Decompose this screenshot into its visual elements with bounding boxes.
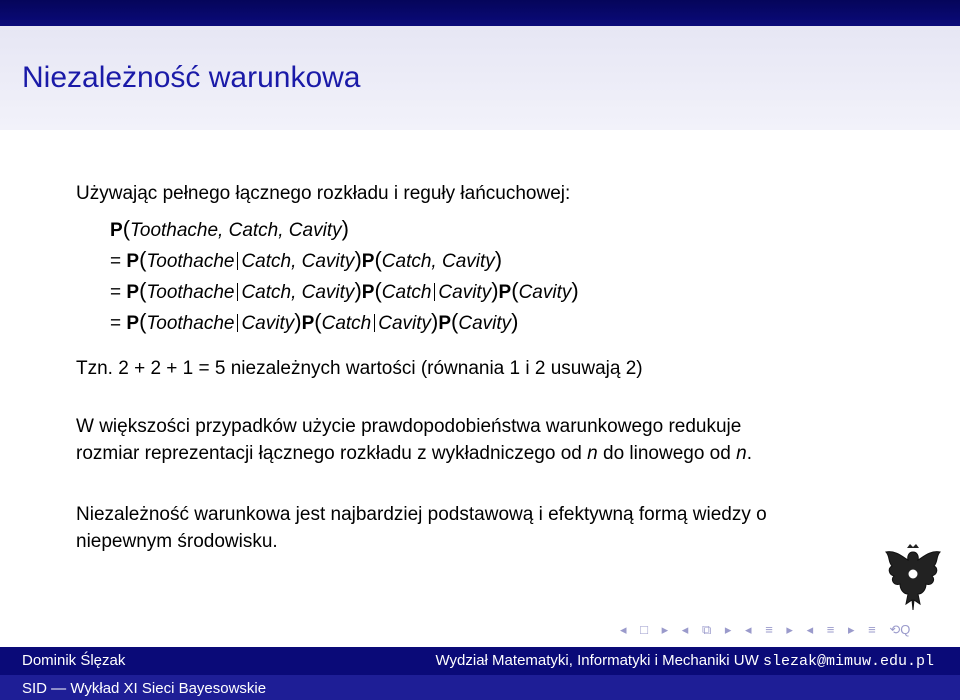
part-icon[interactable]: ≡ bbox=[826, 622, 835, 637]
variable-n: n bbox=[736, 443, 747, 464]
section-icon[interactable]: ≡ bbox=[765, 622, 773, 637]
formula-arg: Catch, Cavity bbox=[241, 251, 355, 272]
prev-frame-icon[interactable]: ◂ bbox=[620, 622, 627, 637]
footer-author: Dominik Ślęzak bbox=[22, 652, 126, 669]
chain-rule-formula bbox=[110, 214, 579, 338]
prob-symbol: P bbox=[361, 282, 375, 303]
formula-arg: Cavity bbox=[518, 282, 572, 303]
footer-affiliation bbox=[436, 652, 934, 670]
equals-sign: = bbox=[110, 313, 122, 334]
prev-part-icon[interactable]: ◂ bbox=[806, 622, 814, 637]
variable-n: n bbox=[587, 443, 598, 464]
formula-arg: Catch bbox=[381, 282, 432, 303]
conditional-prob-paragraph bbox=[76, 413, 752, 467]
slide-content bbox=[76, 180, 936, 207]
intro-text: Używając pełnego łącznego rozkładu i reguły łańcuchowej: bbox=[76, 183, 571, 204]
footer-institution: Wydział Matematyki, Informatyki i Mechaniki UW bbox=[435, 652, 759, 669]
beamer-navigation bbox=[620, 622, 960, 640]
formula-arg: Toothache bbox=[146, 282, 235, 303]
tzn-text: Tzn. 2 + 2 + 1 = 5 niezależnych wartości (równania 1 i 2 usuwają 2) bbox=[76, 358, 643, 379]
paragraph-line bbox=[76, 440, 752, 467]
formula-arg: Catch, Cavity bbox=[241, 282, 355, 303]
prev-section-icon[interactable]: ◂ bbox=[745, 622, 752, 637]
prob-symbol: P bbox=[361, 251, 375, 272]
prob-symbol: P bbox=[126, 251, 140, 272]
formula-line-2: = P(Toothache Catch, Cavity)P(Catch, Cavity) bbox=[110, 247, 503, 272]
formula-line-3: = P(Toothache Catch, Cavity)P(Catch Cavity)P(Cavity) bbox=[110, 278, 579, 303]
top-band bbox=[0, 0, 960, 26]
formula-arg: Cavity bbox=[241, 313, 295, 334]
formula-arg: Cavity bbox=[438, 282, 492, 303]
university-eagle-emblem bbox=[878, 538, 948, 618]
prob-symbol: P bbox=[126, 282, 140, 303]
footer-band-bottom bbox=[0, 675, 960, 700]
text-span: do linowego od bbox=[597, 443, 737, 464]
formula-arg: Catch bbox=[321, 313, 372, 334]
text-span: . bbox=[746, 443, 752, 464]
formula-arg: Cavity bbox=[458, 313, 512, 334]
subsection-icon[interactable]: ⧉ bbox=[701, 622, 712, 637]
prob-symbol: P bbox=[498, 282, 512, 303]
given-bar bbox=[237, 314, 238, 332]
frame-icon[interactable]: □ bbox=[640, 622, 649, 637]
prob-symbol: P bbox=[438, 313, 452, 334]
formula-args: Toothache, Catch, Cavity bbox=[130, 220, 342, 241]
given-bar bbox=[434, 283, 435, 301]
given-bar bbox=[374, 314, 375, 332]
search-icon[interactable]: ⟲Q bbox=[889, 622, 911, 637]
prob-symbol: P bbox=[301, 313, 315, 334]
footer-lecture: SID — Wykład XI Sieci Bayesowskie bbox=[22, 680, 267, 697]
next-section-icon[interactable]: ▸ bbox=[786, 622, 793, 637]
paragraph-line: Niezależność warunkowa jest najbardziej podstawową i efektywną formą wiedzy o bbox=[76, 504, 767, 525]
formula-arg: Toothache bbox=[146, 251, 235, 272]
formula-arg: Catch, Cavity bbox=[381, 251, 495, 272]
footer-email: slezak@mimuw.edu.pl bbox=[762, 653, 934, 670]
equals-sign: = bbox=[110, 282, 122, 303]
formula-line-4: = P(Toothache Cavity)P(Catch Cavity)P(Cavity) bbox=[110, 309, 519, 334]
formula-line-1: P(Toothache, Catch, Cavity) bbox=[110, 216, 349, 241]
paragraph-line: W większości przypadków użycie prawdopodobieństwa warunkowego redukuje bbox=[76, 416, 742, 437]
independence-paragraph bbox=[76, 501, 767, 555]
slide-title: Niezależność warunkowa bbox=[22, 61, 361, 94]
next-part-icon[interactable]: ▸ bbox=[847, 622, 855, 637]
footer-band-top bbox=[0, 647, 960, 675]
prev-subsection-icon[interactable]: ◂ bbox=[681, 622, 689, 637]
formula-arg: Toothache bbox=[146, 313, 235, 334]
next-frame-icon[interactable]: ▸ bbox=[661, 622, 669, 637]
equals-sign: = bbox=[110, 251, 122, 272]
text-span: rozmiar reprezentacji łącznego rozkładu z wykładniczego od bbox=[76, 443, 588, 464]
prob-symbol: P bbox=[126, 313, 140, 334]
paragraph-line: niepewnym środowisku. bbox=[76, 531, 278, 552]
prob-symbol: P bbox=[110, 220, 123, 241]
align-icon[interactable]: ≡ bbox=[868, 622, 876, 637]
given-bar bbox=[237, 283, 238, 301]
formula-arg: Cavity bbox=[378, 313, 432, 334]
given-bar bbox=[237, 252, 238, 270]
next-subsection-icon[interactable]: ▸ bbox=[724, 622, 732, 637]
